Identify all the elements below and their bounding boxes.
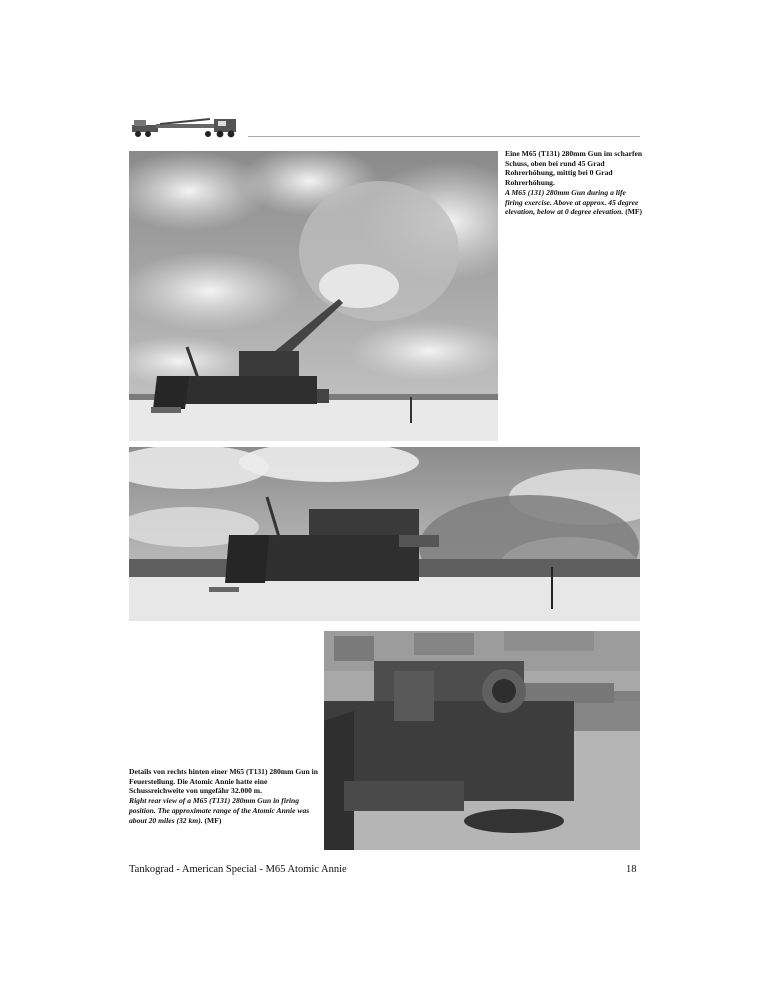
caption-bottom-german: Details von rechts hinten einer M65 (T131) 280mm Gun in Feuerstellung. Die Atomic Annie hatte eine Schussreichweite von ungefähr 32.000 m.: [129, 767, 318, 796]
caption-bottom-credit: (MF): [204, 815, 222, 825]
caption-bottom-english: Right rear view of a M65 (T131) 280mm Gun in firing position. The approximate range of the Atomic Annie was about 20 miles (32 km).: [129, 796, 310, 825]
photo-gun-firing-45-degrees: [129, 151, 498, 441]
header-rule: [248, 136, 640, 137]
photo-gun-right-rear-view: [324, 631, 640, 850]
caption-top-english: A M65 (131) 280mm Gun during a life firing exercise. Above at approx. 45 degree elevation, below at 0 degree elevation.: [505, 187, 639, 217]
caption-top-german: Eine M65 (T131) 280mm Gun im scharfen Schuss, oben bei rund 45 Grad Rohrerhöhung, mittig bei 0 Grad Rohrerhöhung.: [505, 149, 643, 188]
header-logo-truck-illustration: [130, 113, 240, 139]
caption-top-photos: [505, 149, 645, 217]
caption-top-credit: (MF): [625, 207, 643, 217]
page-number: 18: [626, 864, 637, 875]
caption-bottom-photo: [129, 767, 319, 825]
photo-gun-firing-0-degrees: [129, 447, 640, 621]
footer-title: Tankograd - American Special - M65 Atomic Annie: [129, 864, 347, 875]
